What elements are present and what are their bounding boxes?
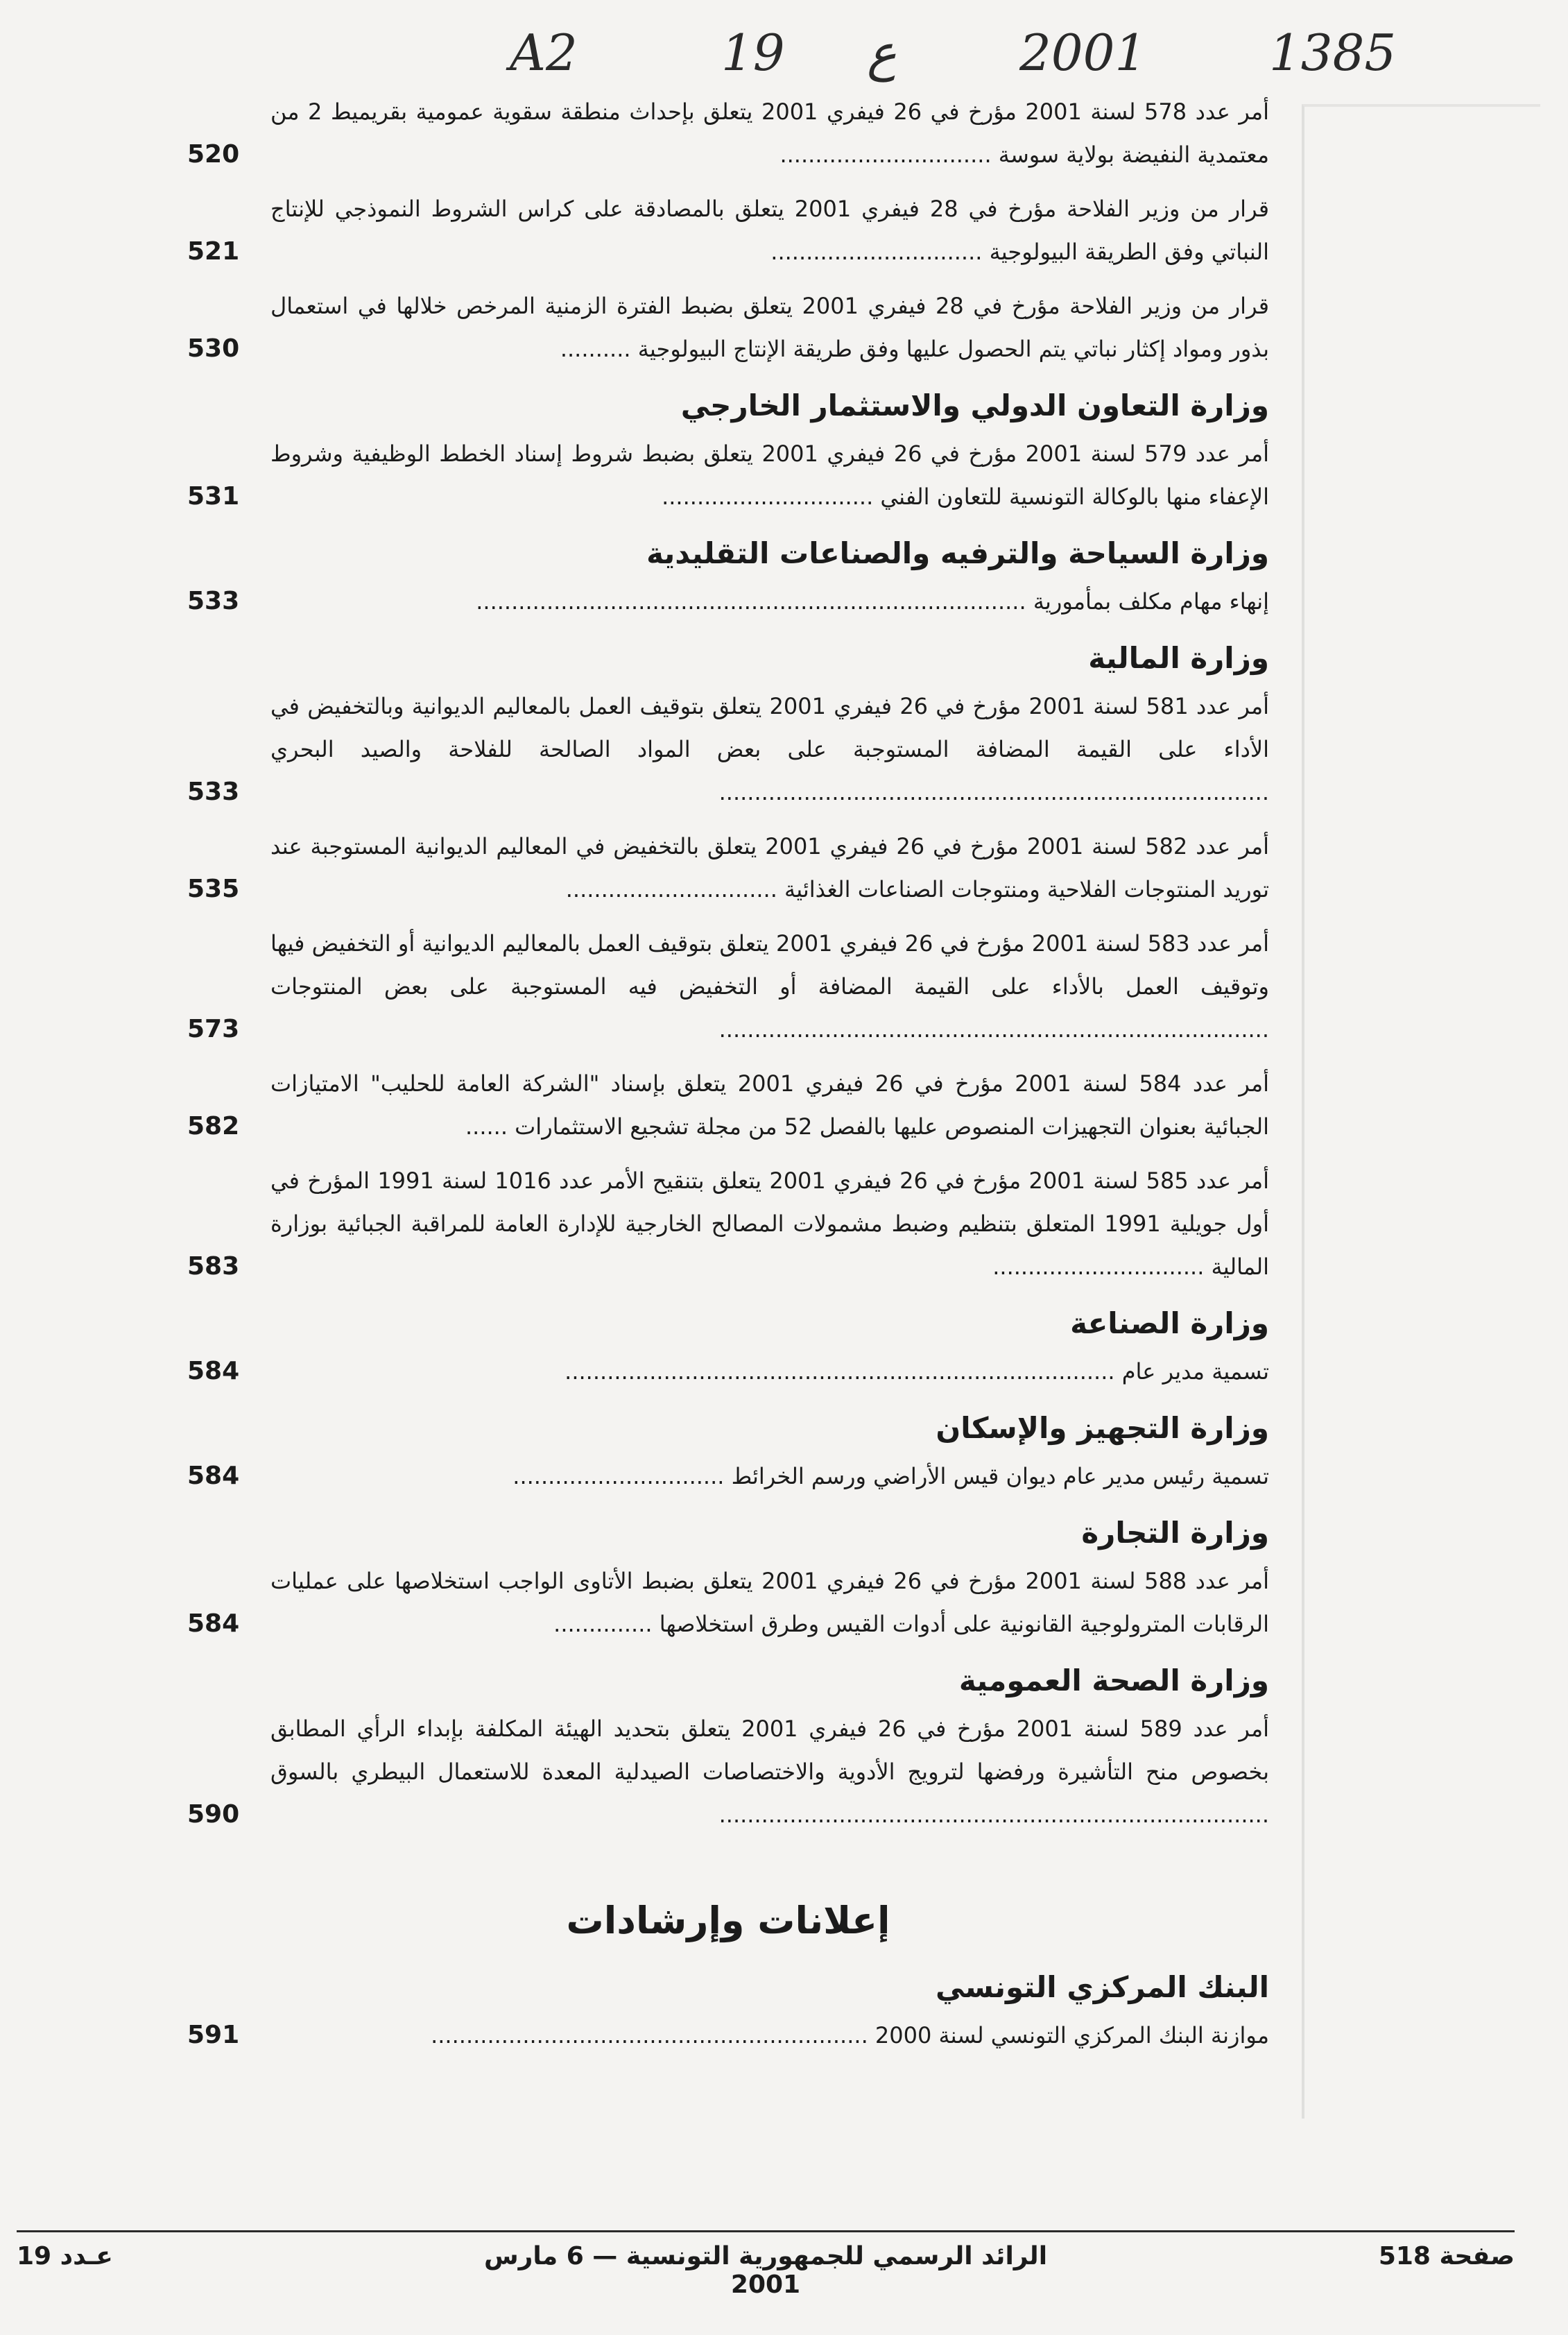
handwritten-ain: ع <box>867 24 897 82</box>
entry-page-number: 531 <box>187 482 240 511</box>
entry-page-number: 584 <box>187 1609 240 1638</box>
section-title-industry: وزارة الصناعة <box>1070 1306 1269 1340</box>
toc-entry <box>187 90 1269 176</box>
entry-text: إنهاء مهام مكلف بمأمورية .............................................................................. <box>476 588 1269 615</box>
section-title-health: وزارة الصحة العمومية <box>958 1663 1269 1697</box>
toc-entry <box>187 1350 1269 1393</box>
handwritten-19: 19 <box>721 24 785 82</box>
section-title-finance: وزارة المالية <box>1088 641 1269 675</box>
handwritten-number: 1385 <box>1269 24 1397 82</box>
toc-entry <box>187 580 1269 623</box>
section-title-central-bank: البنك المركزي التونسي <box>936 1970 1269 2004</box>
entry-page-number: 530 <box>187 334 240 363</box>
page-footer <box>17 2242 1515 2299</box>
entry-text: أمر عدد 578 لسنة 2001 مؤرخ في 26 فيفري 2001 يتعلق بإحداث منطقة سقوية عمومية بقريميط 2 من معتمدية النفيضة بولاية سوسة .............................. <box>270 99 1270 168</box>
toc-entry <box>187 1559 1269 1645</box>
section-title-commerce: وزارة التجارة <box>1081 1516 1269 1550</box>
footer-page-number: صفحة 518 <box>1378 2242 1515 2270</box>
entry-text: أمر عدد 583 لسنة 2001 مؤرخ في 26 فيفري 2001 يتعلق بتوقيف العمل بالمعاليم الديوانية أو التخفيض فيها وتوقيف العمل بالأداء على القيمة المضافة أو التخفيض فيه المستوجبة على بعض المنتوجات .............................................................................. <box>270 930 1269 1043</box>
toc-entry <box>187 432 1269 518</box>
background-watermark-frame <box>1302 104 1540 2119</box>
entry-text: أمر عدد 584 لسنة 2001 مؤرخ في 26 فيفري 2001 يتعلق بإسناد "الشركة العامة للحليب" الامتيازات الجبائية بعنوان التجهيزات المنصوص عليها بالفصل 52 من مجلة تشجيع الاستثمارات ...... <box>270 1070 1270 1140</box>
toc-entry <box>187 1707 1269 1836</box>
entry-page-number: 583 <box>187 1252 240 1281</box>
entry-page-number: 535 <box>187 875 240 903</box>
entry-text: أمر عدد 581 لسنة 2001 مؤرخ في 26 فيفري 2001 يتعلق بتوقيف العمل بالمعاليم الديوانية وبالتخفيض في الأداء على القيمة المضافة المستوجبة على بعض المواد الصالحة للفلاحة والصيد البحري .............................................................................. <box>270 693 1270 805</box>
entry-page-number: 573 <box>187 1015 240 1043</box>
entry-text: تسمية مدير عام .............................................................................. <box>565 1358 1269 1385</box>
entry-text: موازنة البنك المركزي التونسي لسنة 2000 .............................................................. <box>431 2022 1269 2049</box>
footer-divider <box>17 2230 1515 2232</box>
toc-entry <box>187 825 1269 911</box>
entry-page-number: 584 <box>187 1462 240 1490</box>
toc-entry <box>187 1455 1269 1498</box>
entry-page-number: 591 <box>187 2021 240 2049</box>
section-title-tourism: وزارة السياحة والترفيه والصناعات التقليدية <box>646 536 1269 570</box>
toc-entry <box>187 284 1269 370</box>
footer-issue-number: عـدد 19 <box>17 2242 113 2270</box>
handwritten-year: 2001 <box>1019 24 1147 82</box>
toc-entry <box>187 2014 1269 2057</box>
toc-entry <box>187 1159 1269 1288</box>
toc-entry <box>187 1062 1269 1148</box>
section-title-equipment: وزارة التجهيز والإسكان <box>936 1411 1269 1445</box>
entry-page-number: 533 <box>187 587 240 615</box>
announcements-heading: إعلانات وإرشادات <box>566 1899 890 1942</box>
handwritten-annotations <box>0 17 1568 93</box>
entry-page-number: 584 <box>187 1357 240 1385</box>
table-of-contents <box>187 90 1269 2068</box>
footer-gazette-title: الرائد الرسمي للجمهورية التونسية — 6 مارس 2001 <box>483 2242 1048 2299</box>
toc-entry <box>187 187 1269 273</box>
entry-page-number: 521 <box>187 237 240 266</box>
handwritten-a2: A2 <box>510 24 578 82</box>
entry-text: أمر عدد 582 لسنة 2001 مؤرخ في 26 فيفري 2001 يتعلق بالتخفيض في المعاليم الديوانية المستوجبة عند توريد المنتوجات الفلاحية ومنتوجات الصناعات الغذائية .............................. <box>270 833 1269 903</box>
entry-text: تسمية رئيس مدير عام ديوان قيس الأراضي ورسم الخرائط .............................. <box>512 1463 1269 1489</box>
entry-page-number: 533 <box>187 778 240 806</box>
toc-entry <box>187 685 1269 814</box>
entry-text: أمر عدد 585 لسنة 2001 مؤرخ في 26 فيفري 2001 يتعلق بتنقيح الأمر عدد 1016 لسنة 1991 المؤرخ في أول جويلية 1991 المتعلق بتنظيم وضبط مشمولات المصالح الخارجية للإدارة العامة للمراقبة الجبائية بوزارة المالية .............................. <box>270 1168 1270 1280</box>
entry-text: قرار من وزير الفلاحة مؤرخ في 28 فيفري 2001 يتعلق بالمصادقة على كراس الشروط النموذجي للإنتاج النباتي وفق الطريقة البيولوجية .............................. <box>270 196 1270 265</box>
entry-page-number: 520 <box>187 140 240 169</box>
entry-text: أمر عدد 588 لسنة 2001 مؤرخ في 26 فيفري 2001 يتعلق بضبط الأتاوى الواجب استخلاصها على عمليات الرقابات المترولوجية القانونية على أدوات القيس وطرق استخلاصها .............. <box>270 1568 1270 1637</box>
entry-page-number: 590 <box>187 1800 240 1829</box>
entry-page-number: 582 <box>187 1112 240 1140</box>
section-title-cooperation: وزارة التعاون الدولي والاستثمار الخارجي <box>680 388 1269 422</box>
entry-text: قرار من وزير الفلاحة مؤرخ في 28 فيفري 2001 يتعلق بضبط الفترة الزمنية المرخص خلالها في استعمال بذور ومواد إكثار نباتي يتم الحصول عليها وفق طريقة الإنتاج البيولوجية .......... <box>270 293 1270 362</box>
toc-entry <box>187 922 1269 1051</box>
entry-text: أمر عدد 579 لسنة 2001 مؤرخ في 26 فيفري 2001 يتعلق بضبط شروط إسناد الخطط الوظيفية وشروط الإعفاء منها بالوكالة التونسية للتعاون الفني .............................. <box>270 441 1270 510</box>
entry-text: أمر عدد 589 لسنة 2001 مؤرخ في 26 فيفري 2001 يتعلق بتحديد الهيئة المكلفة بإبداء الرأي المطابق بخصوص منح التأشيرة ورفضها لترويج الأدوية والاختصاصات الصيدلية المعدة للاستعمال البيطري بالسوق .............................................................................. <box>270 1716 1270 1828</box>
